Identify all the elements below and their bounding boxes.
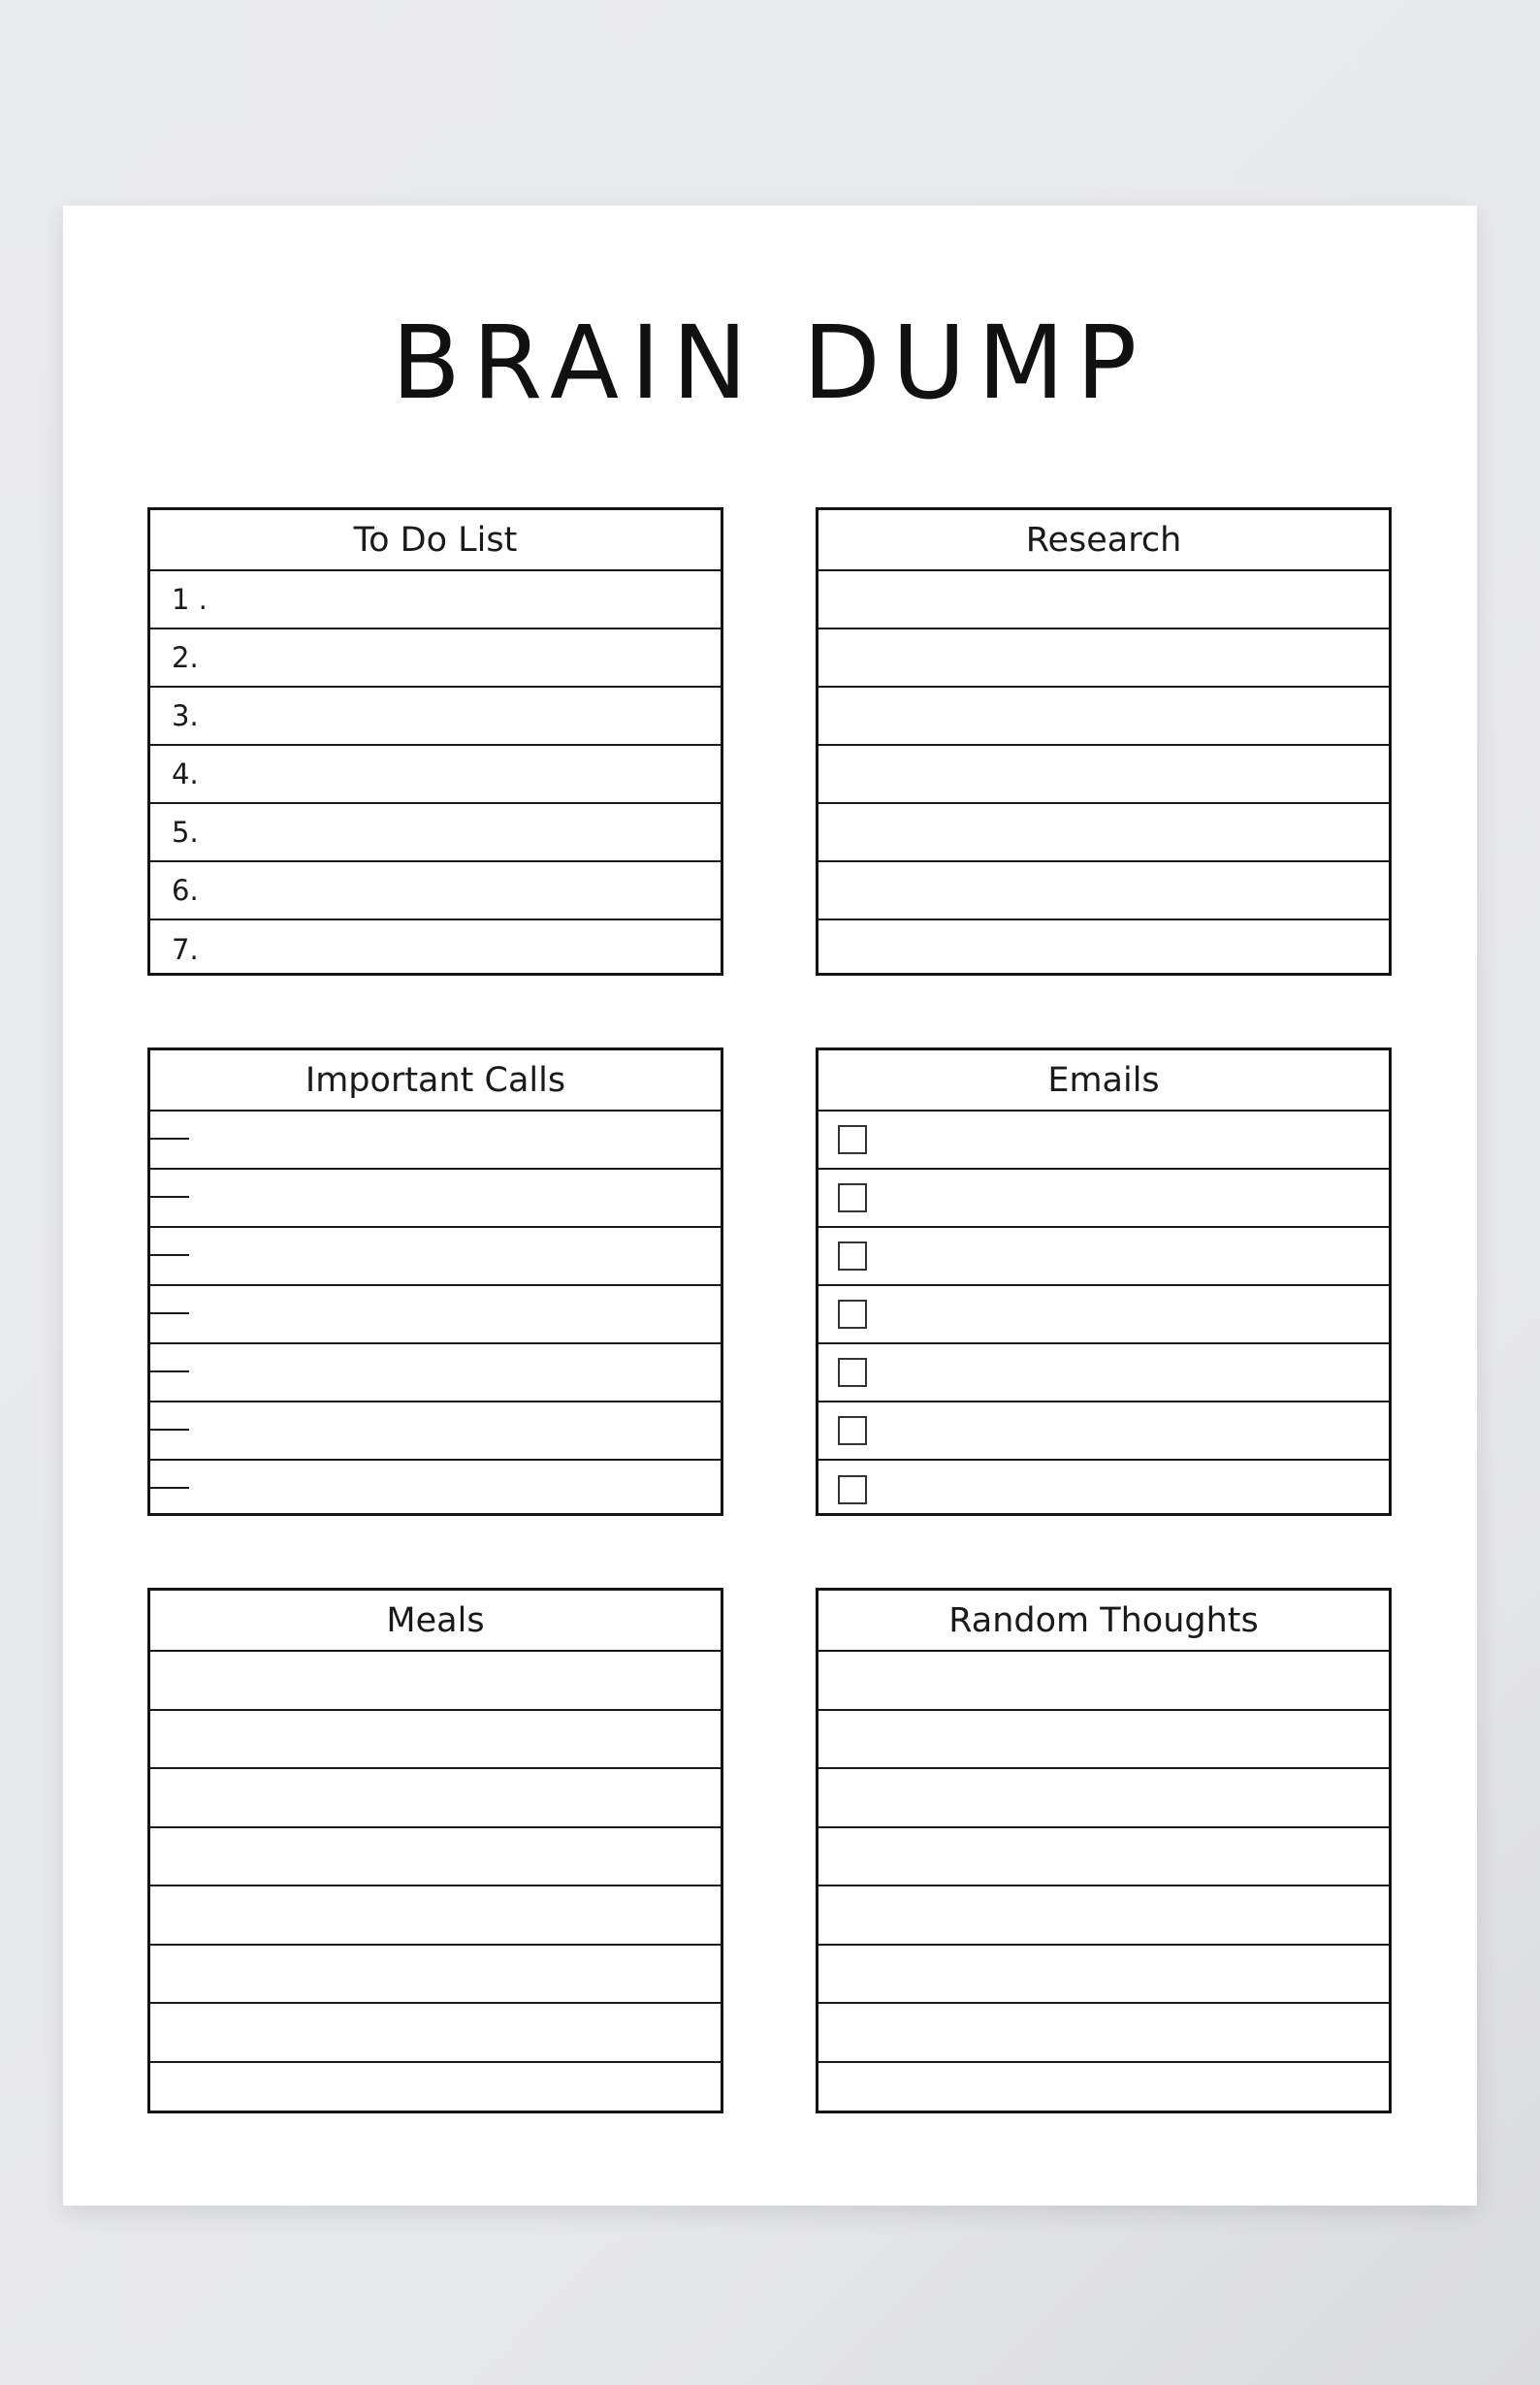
random-thoughts-section (816, 1588, 1392, 2113)
todo-number: 6. (172, 874, 199, 907)
email-row (818, 1228, 1389, 1286)
thought-row[interactable] (818, 1946, 1389, 2005)
email-row (818, 1286, 1389, 1344)
todo-list-heading: To Do List (150, 510, 721, 571)
emails-heading: Emails (818, 1050, 1389, 1112)
meal-row[interactable] (150, 1886, 721, 1946)
todo-number: 2. (172, 641, 199, 674)
dash-marker (150, 1487, 189, 1489)
todo-number: 3. (172, 699, 199, 732)
planner-page (63, 206, 1477, 2206)
meals-heading: Meals (150, 1591, 721, 1652)
todo-number: 5. (172, 816, 199, 849)
email-row (818, 1112, 1389, 1170)
email-row (818, 1170, 1389, 1228)
meal-row[interactable] (150, 1769, 721, 1828)
email-row (818, 1461, 1389, 1519)
research-heading: Research (818, 510, 1389, 571)
todo-row[interactable] (150, 862, 721, 920)
research-row[interactable] (818, 862, 1389, 920)
thought-row[interactable] (818, 1711, 1389, 1770)
todo-row[interactable] (150, 629, 721, 688)
call-row[interactable] (150, 1402, 721, 1461)
call-row[interactable] (150, 1228, 721, 1286)
call-row[interactable] (150, 1170, 721, 1228)
research-row[interactable] (818, 571, 1389, 629)
meal-row[interactable] (150, 1828, 721, 1887)
thought-row[interactable] (818, 1886, 1389, 1946)
todo-number: 1 . (172, 583, 208, 616)
dash-marker (150, 1138, 189, 1140)
email-checkbox[interactable] (838, 1475, 867, 1504)
dash-marker (150, 1312, 189, 1314)
call-row[interactable] (150, 1286, 721, 1344)
call-row[interactable] (150, 1112, 721, 1170)
todo-row[interactable] (150, 571, 721, 629)
research-row[interactable] (818, 804, 1389, 862)
research-row[interactable] (818, 920, 1389, 979)
thought-row[interactable] (818, 1828, 1389, 1887)
dash-marker (150, 1429, 189, 1431)
thought-row[interactable] (818, 2004, 1389, 2063)
important-calls-heading: Important Calls (150, 1050, 721, 1112)
research-row[interactable] (818, 688, 1389, 746)
thought-row[interactable] (818, 2063, 1389, 2122)
call-row[interactable] (150, 1344, 721, 1402)
meal-row[interactable] (150, 1946, 721, 2005)
meals-section (147, 1588, 723, 2113)
emails-section (816, 1047, 1392, 1516)
todo-list-section (147, 507, 723, 976)
research-row[interactable] (818, 746, 1389, 804)
email-row (818, 1402, 1389, 1461)
todo-row[interactable] (150, 688, 721, 746)
email-row (818, 1344, 1389, 1402)
todo-row[interactable] (150, 746, 721, 804)
todo-number: 4. (172, 757, 199, 790)
email-checkbox[interactable] (838, 1358, 867, 1387)
email-checkbox[interactable] (838, 1300, 867, 1329)
research-row[interactable] (818, 629, 1389, 688)
random-thoughts-heading: Random Thoughts (818, 1591, 1389, 1652)
meal-row[interactable] (150, 2063, 721, 2122)
email-checkbox[interactable] (838, 1183, 867, 1212)
todo-row[interactable] (150, 804, 721, 862)
research-section (816, 507, 1392, 976)
email-checkbox[interactable] (838, 1241, 867, 1271)
meal-row[interactable] (150, 2004, 721, 2063)
dash-marker (150, 1254, 189, 1256)
email-checkbox[interactable] (838, 1416, 867, 1445)
email-checkbox[interactable] (838, 1125, 867, 1154)
todo-row[interactable] (150, 920, 721, 979)
meal-row[interactable] (150, 1711, 721, 1770)
thought-row[interactable] (818, 1652, 1389, 1711)
dash-marker (150, 1370, 189, 1372)
call-row[interactable] (150, 1461, 721, 1519)
thought-row[interactable] (818, 1769, 1389, 1828)
meal-row[interactable] (150, 1652, 721, 1711)
page-title: BRAIN DUMP (391, 304, 1149, 422)
todo-number: 7. (172, 933, 199, 966)
important-calls-section (147, 1047, 723, 1516)
dash-marker (150, 1196, 189, 1198)
